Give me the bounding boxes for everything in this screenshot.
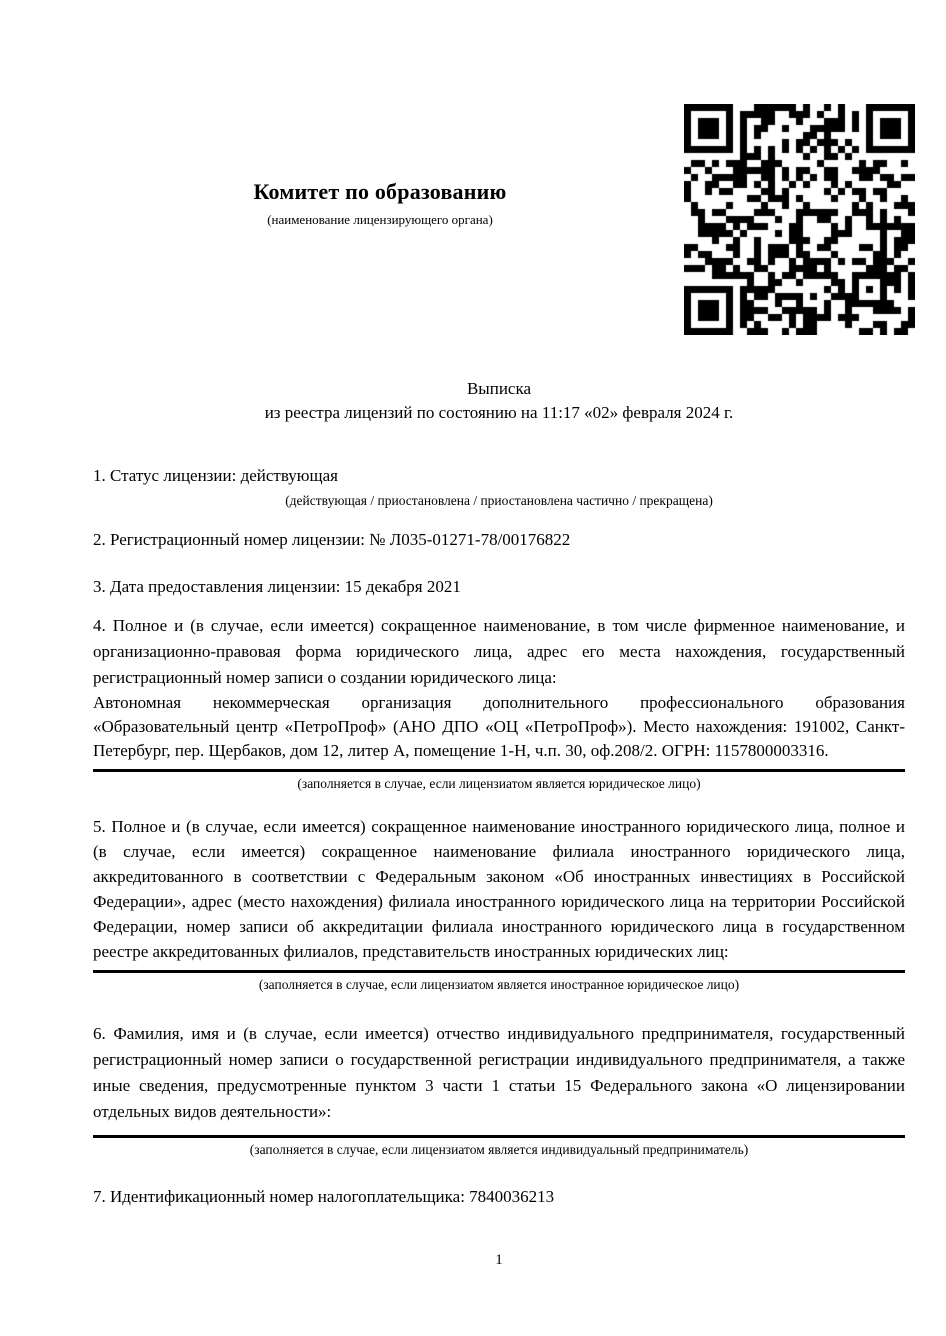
qr-code [684, 104, 915, 335]
document-title [93, 377, 905, 425]
legal-entity-value: Автономная некоммерческая организация дополнительного профессионального образования «Образовательный центр «ПетроПроф» (АНО ДПО «ОЦ «ПетроПроф»). Место нахождения: 191002, Санкт-Петербург, пер. Щербаков, дом 12, литер А, помещение 1-Н, ч.п. 30, оф.208/2. ОГРН: 1157800003316. [93, 693, 905, 760]
item-taxpayer-number [93, 1184, 905, 1210]
license-status-options-note: (действующая / приостановлена / приостановлена частично / прекращена) [285, 493, 713, 508]
foreign-entity-statement: 5. Полное и (в случае, если имеется) сокращенное наименование иностранного юридического лица, полное и (в случае, если имеется) сокращенное наименование филиала иностранного юридического лица, аккредитованного в соответствии с Федеральным законом «Об иностранных инвестициях в Российской Федерации», адрес (место нахождения) филиала иностранного юридического лица на территории Российской Федерации, номер записи об аккредитации филиала иностранного юридического лица в государственном реестре аккредитованных филиалов, представительств иностранных юридических лиц: [93, 817, 905, 961]
legal-entity-note: (заполняется в случае, если лицензиатом является юридическое лицо) [297, 776, 701, 791]
item-registration-number [93, 527, 905, 553]
taxpayer-number-text: 7. Идентификационный номер налогоплательщика: 7840036213 [93, 1187, 555, 1206]
fill-in-line [93, 769, 905, 772]
registration-number-text: 2. Регистрационный номер лицензии: № Л035-01271-78/00176822 [93, 530, 571, 549]
licensing-authority-block [93, 179, 667, 228]
individual-entrepreneur-statement: 6. Фамилия, имя и (в случае, если имеется) отчество индивидуального предпринимателя, государственный регистрационный номер записи о государственной регистрации индивидуального предпринимателя, а также иные сведения, предусмотренные пунктом 3 части 1 статьи 15 Федерального закона «О лицензировании отдельных видов деятельности»: [93, 1024, 905, 1121]
document-title-line2: из реестра лицензий по состоянию на 11:17 «02» февраля 2024 г. [264, 403, 734, 422]
document-title-line1: Выписка [466, 379, 532, 398]
foreign-entity-note: (заполняется в случае, если лицензиатом является иностранное юридическое лицо) [258, 977, 740, 992]
licensing-authority-name: Комитет по образованию [253, 179, 507, 204]
license-status-text: 1. Статус лицензии: действующая [93, 466, 338, 485]
item-individual-entrepreneur [93, 1021, 905, 1158]
licensing-authority-caption: (наименование лицензирующего органа) [267, 212, 493, 227]
fill-in-line [93, 970, 905, 973]
item-foreign-entity [93, 814, 905, 993]
page-number: 1 [495, 1252, 503, 1268]
item-license-grant-date [93, 574, 905, 600]
individual-entrepreneur-note: (заполняется в случае, если лицензиатом является индивидуальный предприниматель) [249, 1142, 749, 1157]
item-legal-entity-name [93, 613, 905, 792]
item-license-status [93, 463, 905, 509]
license-grant-date-text: 3. Дата предоставления лицензии: 15 декабря 2021 [93, 577, 461, 596]
fill-in-line [93, 1135, 905, 1138]
legal-entity-statement: 4. Полное и (в случае, если имеется) сокращенное наименование, в том числе фирменное наименование, и организационно-правовая форма юридического лица, адрес его места нахождения, государственный регистрационный номер записи о создании юридического лица: [93, 616, 905, 687]
document-body [93, 377, 905, 1210]
